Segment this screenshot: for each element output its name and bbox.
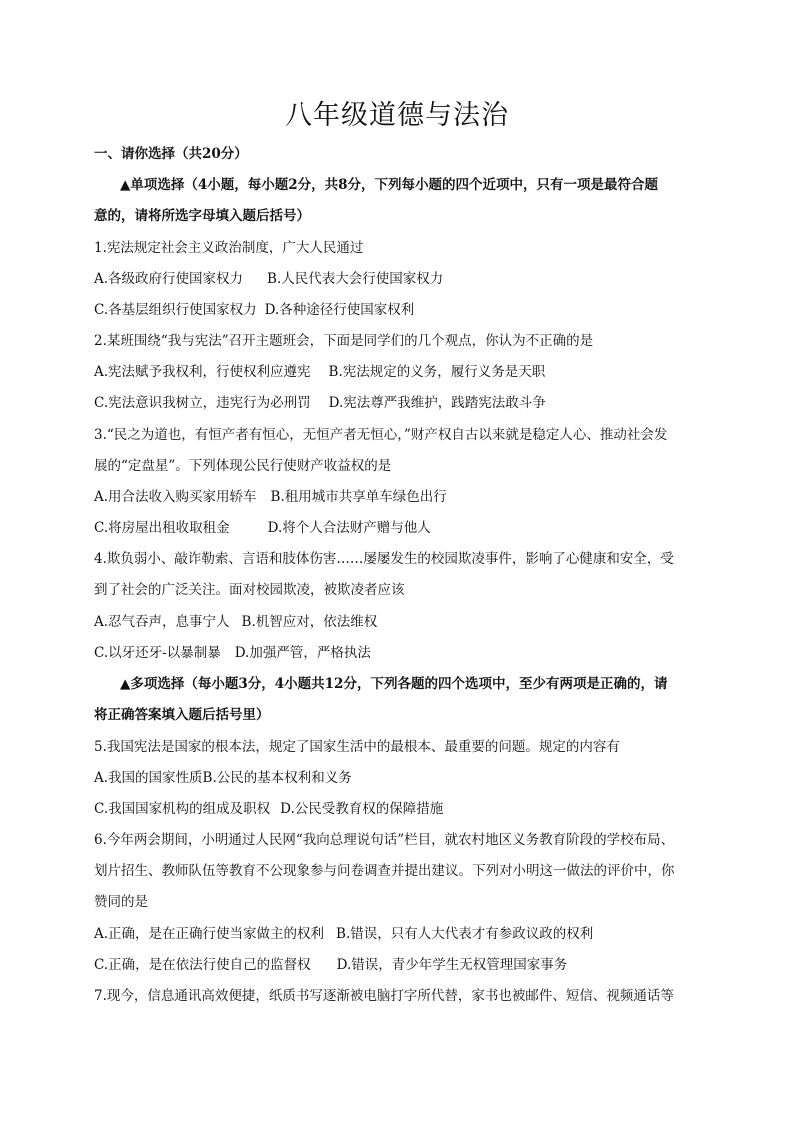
question-6-stem-3: 赞同的是 — [94, 894, 148, 910]
q3-option-b: B.租用城市共享单车绿色出行 — [270, 489, 447, 505]
question-1-stem: 1.宪法规定社会主义政治制度，广大人民通过 — [94, 240, 364, 256]
question-6-stem-2: 划片招生、教师队伍等教育不公现象参与问卷调查并提出建议。下列对小明这一做法的评价中，你 — [94, 863, 675, 879]
q6-option-a: A.正确，是在正确行使当家做主的权利 — [94, 926, 325, 942]
question-3-stem-2: 展的“定盘星”。下列体现公民行使财产收益权的是 — [94, 458, 392, 474]
question-4-options-cd — [94, 643, 704, 663]
q1-option-b: B.人民代表大会行使国家权力 — [267, 271, 444, 287]
question-4-options-ab — [94, 612, 704, 632]
section-heading: 一、请你选择（共20分） — [94, 146, 248, 162]
q2-option-b: B.宪法规定的义务，履行义务是天职 — [328, 364, 546, 380]
q6-option-b: B.错误，只有人大代表才有参政议政的权利 — [336, 926, 594, 942]
q5-option-c: C.我国国家机构的组成及职权 — [94, 801, 271, 817]
q4-option-b: B.机智应对，依法维权 — [241, 614, 378, 630]
question-2-options-cd — [94, 393, 704, 413]
multi-choice-instructions-1: ▲多项选择（每小题3分，4小题共12分，下列各题的四个选项中，至少有两项是正确的，请 — [120, 676, 668, 692]
q1-option-d: D.各种途径行使国家权利 — [264, 302, 415, 318]
question-2-options-ab — [94, 362, 704, 382]
question-4-stem-1: 4.欺负弱小、敲诈勒索、言语和肢体伤害……屡屡发生的校园欺凌事件，影响了心健康和安全，受 — [94, 551, 674, 567]
single-choice-instructions-2: 意的，请将所选字母填入题后括号） — [94, 208, 310, 224]
question-2-stem: 2.某班围绕“我与宪法”召开主题班会，下面是同学们的几个观点，你认为不正确的是 — [94, 333, 594, 349]
q3-option-a: A.用合法收入购买家用轿车 — [94, 489, 257, 505]
q4-option-a: A.忍气吞声，息事宁人 — [94, 614, 230, 630]
q5-option-a: A.我国的国家性质 — [94, 770, 203, 786]
q2-option-d: D.宪法尊严我维护，践踏宪法敢斗争 — [328, 395, 546, 411]
question-5-stem: 5.我国宪法是国家的根本法，规定了国家生活中的最根本、最重要的问题。规定的内容有 — [94, 739, 620, 755]
q6-option-d: D.错误，青少年学生无权管理国家事务 — [336, 957, 568, 973]
q6-option-c: C.正确，是在依法行使自己的监督权 — [94, 957, 311, 973]
q2-option-a: A.宪法赋予我权利，行使权利应遵宪 — [94, 364, 311, 380]
question-1-options-ab — [94, 269, 704, 289]
q1-option-c: C.各基层组织行使国家权力 — [94, 302, 257, 318]
q4-option-d: D.加强严管，严格执法 — [234, 645, 371, 661]
question-3-options-cd — [94, 518, 704, 538]
q2-option-c: C.宪法意识我树立，违宪行为必刑罚 — [94, 395, 311, 411]
q5-option-b: B.公民的基本权利和义务 — [202, 770, 352, 786]
q5-option-d: D.公民受教育权的保障措施 — [280, 801, 444, 817]
q3-option-c: C.将房屋出租收取租金 — [94, 520, 230, 536]
multi-choice-instructions-2: 将正确答案填入题后括号里） — [94, 707, 270, 723]
q4-option-c: C.以牙还牙-以暴制暴 — [94, 645, 221, 661]
question-3-options-ab — [94, 487, 704, 507]
single-choice-instructions-1: ▲单项选择（4小题，每小题2分，共8分，下列每小题的四个近项中，只有一项是最符合题 — [120, 177, 659, 193]
question-6-options-ab — [94, 924, 704, 944]
question-6-stem-1: 6.今年两会期间，小明通过人民网“我向总理说句话”栏目，就农村地区义务教育阶段的学校布局、 — [94, 832, 675, 848]
q3-option-d: D.将个人合法财产赠与他人 — [267, 520, 431, 536]
question-1-options-cd — [94, 300, 704, 320]
page-title: 八年级道德与法治 — [285, 100, 509, 131]
question-6-options-cd — [94, 955, 704, 975]
question-4-stem-2: 到了社会的广泛关注。面对校园欺凌，被欺凌者应该 — [94, 582, 405, 598]
question-5-options-ab — [94, 768, 704, 788]
q1-option-a: A.各级政府行使国家权力 — [94, 271, 244, 287]
question-3-stem-1: 3.“民之为道也，有恒产者有恒心，无恒产者无恒心，”财产权自古以来就是稳定人心、推动社会发 — [94, 427, 668, 443]
question-5-options-cd — [94, 799, 704, 819]
question-7-stem-1: 7.现今，信息通讯高效便捷，纸质书写逐渐被电脑打字所代替，家书也被邮件、短信、视频通话等 — [94, 988, 674, 1004]
